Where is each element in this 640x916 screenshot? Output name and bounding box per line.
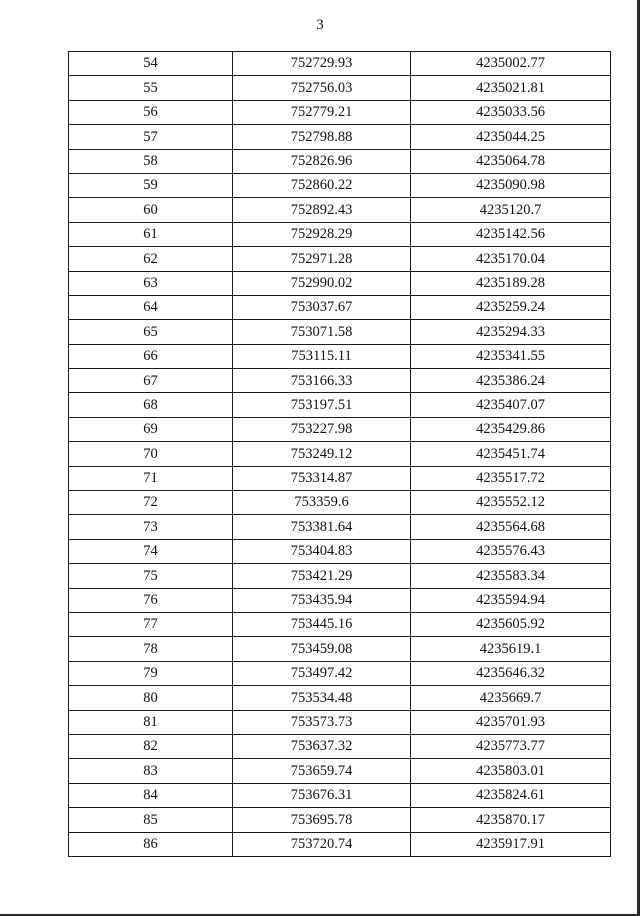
y-coordinate-cell: 4235870.17 xyxy=(411,808,611,832)
y-coordinate-cell: 4235021.81 xyxy=(411,76,611,100)
x-coordinate-cell: 753720.74 xyxy=(233,832,411,856)
x-coordinate-cell: 753435.94 xyxy=(233,588,411,612)
point-number-cell: 67 xyxy=(69,369,233,393)
table-row xyxy=(69,222,611,246)
table-row xyxy=(69,564,611,588)
point-number-cell: 81 xyxy=(69,710,233,734)
x-coordinate-cell: 753166.33 xyxy=(233,369,411,393)
table-row xyxy=(69,612,611,636)
x-coordinate-cell: 752990.02 xyxy=(233,271,411,295)
x-coordinate-cell: 753314.87 xyxy=(233,466,411,490)
point-number-cell: 80 xyxy=(69,686,233,710)
point-number-cell: 68 xyxy=(69,393,233,417)
y-coordinate-cell: 4235294.33 xyxy=(411,320,611,344)
y-coordinate-cell: 4235917.91 xyxy=(411,832,611,856)
point-number-cell: 72 xyxy=(69,491,233,515)
table-row xyxy=(69,393,611,417)
table-row xyxy=(69,271,611,295)
x-coordinate-cell: 753445.16 xyxy=(233,612,411,636)
point-number-cell: 83 xyxy=(69,759,233,783)
y-coordinate-cell: 4235064.78 xyxy=(411,149,611,173)
table-row xyxy=(69,173,611,197)
point-number-cell: 77 xyxy=(69,612,233,636)
y-coordinate-cell: 4235594.94 xyxy=(411,588,611,612)
y-coordinate-cell: 4235605.92 xyxy=(411,612,611,636)
y-coordinate-cell: 4235552.12 xyxy=(411,491,611,515)
page-number: 3 xyxy=(316,17,324,33)
table-row xyxy=(69,369,611,393)
x-coordinate-cell: 752928.29 xyxy=(233,222,411,246)
table-row xyxy=(69,52,611,76)
y-coordinate-cell: 4235429.86 xyxy=(411,417,611,441)
x-coordinate-cell: 753381.64 xyxy=(233,515,411,539)
table-row xyxy=(69,832,611,856)
table-row xyxy=(69,759,611,783)
x-coordinate-cell: 753115.11 xyxy=(233,344,411,368)
point-number-cell: 62 xyxy=(69,247,233,271)
point-number-cell: 70 xyxy=(69,442,233,466)
y-coordinate-cell: 4235170.04 xyxy=(411,247,611,271)
x-coordinate-cell: 753197.51 xyxy=(233,393,411,417)
y-coordinate-cell: 4235669.7 xyxy=(411,686,611,710)
x-coordinate-cell: 752860.22 xyxy=(233,173,411,197)
point-number-cell: 65 xyxy=(69,320,233,344)
x-coordinate-cell: 753534.48 xyxy=(233,686,411,710)
table-row xyxy=(69,491,611,515)
point-number-cell: 73 xyxy=(69,515,233,539)
point-number-cell: 66 xyxy=(69,344,233,368)
point-number-cell: 63 xyxy=(69,271,233,295)
y-coordinate-cell: 4235386.24 xyxy=(411,369,611,393)
y-coordinate-cell: 4235044.25 xyxy=(411,125,611,149)
point-number-cell: 56 xyxy=(69,100,233,124)
x-coordinate-cell: 752756.03 xyxy=(233,76,411,100)
point-number-cell: 58 xyxy=(69,149,233,173)
y-coordinate-cell: 4235824.61 xyxy=(411,783,611,807)
point-number-cell: 60 xyxy=(69,198,233,222)
y-coordinate-cell: 4235701.93 xyxy=(411,710,611,734)
y-coordinate-cell: 4235803.01 xyxy=(411,759,611,783)
x-coordinate-cell: 753249.12 xyxy=(233,442,411,466)
x-coordinate-cell: 752779.21 xyxy=(233,100,411,124)
y-coordinate-cell: 4235564.68 xyxy=(411,515,611,539)
x-coordinate-cell: 753459.08 xyxy=(233,637,411,661)
y-coordinate-cell: 4235619.1 xyxy=(411,637,611,661)
point-number-cell: 69 xyxy=(69,417,233,441)
table-row xyxy=(69,247,611,271)
x-coordinate-cell: 753497.42 xyxy=(233,661,411,685)
point-number-cell: 79 xyxy=(69,661,233,685)
table-row xyxy=(69,661,611,685)
y-coordinate-cell: 4235142.56 xyxy=(411,222,611,246)
y-coordinate-cell: 4235583.34 xyxy=(411,564,611,588)
point-number-cell: 54 xyxy=(69,52,233,76)
table-row xyxy=(69,417,611,441)
x-coordinate-cell: 753637.32 xyxy=(233,734,411,758)
x-coordinate-cell: 753071.58 xyxy=(233,320,411,344)
table-row xyxy=(69,710,611,734)
y-coordinate-cell: 4235189.28 xyxy=(411,271,611,295)
table-row xyxy=(69,686,611,710)
table-row xyxy=(69,295,611,319)
x-coordinate-cell: 752892.43 xyxy=(233,198,411,222)
y-coordinate-cell: 4235002.77 xyxy=(411,52,611,76)
table-row xyxy=(69,588,611,612)
y-coordinate-cell: 4235120.7 xyxy=(411,198,611,222)
table-row xyxy=(69,198,611,222)
table-row xyxy=(69,515,611,539)
point-number-cell: 61 xyxy=(69,222,233,246)
y-coordinate-cell: 4235646.32 xyxy=(411,661,611,685)
y-coordinate-cell: 4235451.74 xyxy=(411,442,611,466)
y-coordinate-cell: 4235773.77 xyxy=(411,734,611,758)
table-row xyxy=(69,125,611,149)
table-row xyxy=(69,539,611,563)
x-coordinate-cell: 752826.96 xyxy=(233,149,411,173)
table-row xyxy=(69,466,611,490)
point-number-cell: 57 xyxy=(69,125,233,149)
table-row xyxy=(69,149,611,173)
x-coordinate-cell: 753037.67 xyxy=(233,295,411,319)
coordinates-table xyxy=(68,51,611,857)
y-coordinate-cell: 4235576.43 xyxy=(411,539,611,563)
x-coordinate-cell: 753573.73 xyxy=(233,710,411,734)
table-row xyxy=(69,442,611,466)
table-row xyxy=(69,76,611,100)
table-row xyxy=(69,783,611,807)
point-number-cell: 75 xyxy=(69,564,233,588)
point-number-cell: 64 xyxy=(69,295,233,319)
y-coordinate-cell: 4235259.24 xyxy=(411,295,611,319)
y-coordinate-cell: 4235517.72 xyxy=(411,466,611,490)
x-coordinate-cell: 753695.78 xyxy=(233,808,411,832)
point-number-cell: 82 xyxy=(69,734,233,758)
point-number-cell: 71 xyxy=(69,466,233,490)
x-coordinate-cell: 753227.98 xyxy=(233,417,411,441)
x-coordinate-cell: 753404.83 xyxy=(233,539,411,563)
point-number-cell: 55 xyxy=(69,76,233,100)
x-coordinate-cell: 752971.28 xyxy=(233,247,411,271)
point-number-cell: 74 xyxy=(69,539,233,563)
y-coordinate-cell: 4235341.55 xyxy=(411,344,611,368)
table-row xyxy=(69,734,611,758)
table-row xyxy=(69,637,611,661)
point-number-cell: 76 xyxy=(69,588,233,612)
x-coordinate-cell: 753659.74 xyxy=(233,759,411,783)
point-number-cell: 84 xyxy=(69,783,233,807)
table-row xyxy=(69,808,611,832)
y-coordinate-cell: 4235407.07 xyxy=(411,393,611,417)
x-coordinate-cell: 753676.31 xyxy=(233,783,411,807)
y-coordinate-cell: 4235033.56 xyxy=(411,100,611,124)
point-number-cell: 78 xyxy=(69,637,233,661)
coordinates-table-body xyxy=(69,52,611,857)
point-number-cell: 59 xyxy=(69,173,233,197)
x-coordinate-cell: 752729.93 xyxy=(233,52,411,76)
x-coordinate-cell: 752798.88 xyxy=(233,125,411,149)
y-coordinate-cell: 4235090.98 xyxy=(411,173,611,197)
x-coordinate-cell: 753421.29 xyxy=(233,564,411,588)
table-row xyxy=(69,320,611,344)
table-row xyxy=(69,100,611,124)
x-coordinate-cell: 753359.6 xyxy=(233,491,411,515)
table-row xyxy=(69,344,611,368)
point-number-cell: 86 xyxy=(69,832,233,856)
point-number-cell: 85 xyxy=(69,808,233,832)
